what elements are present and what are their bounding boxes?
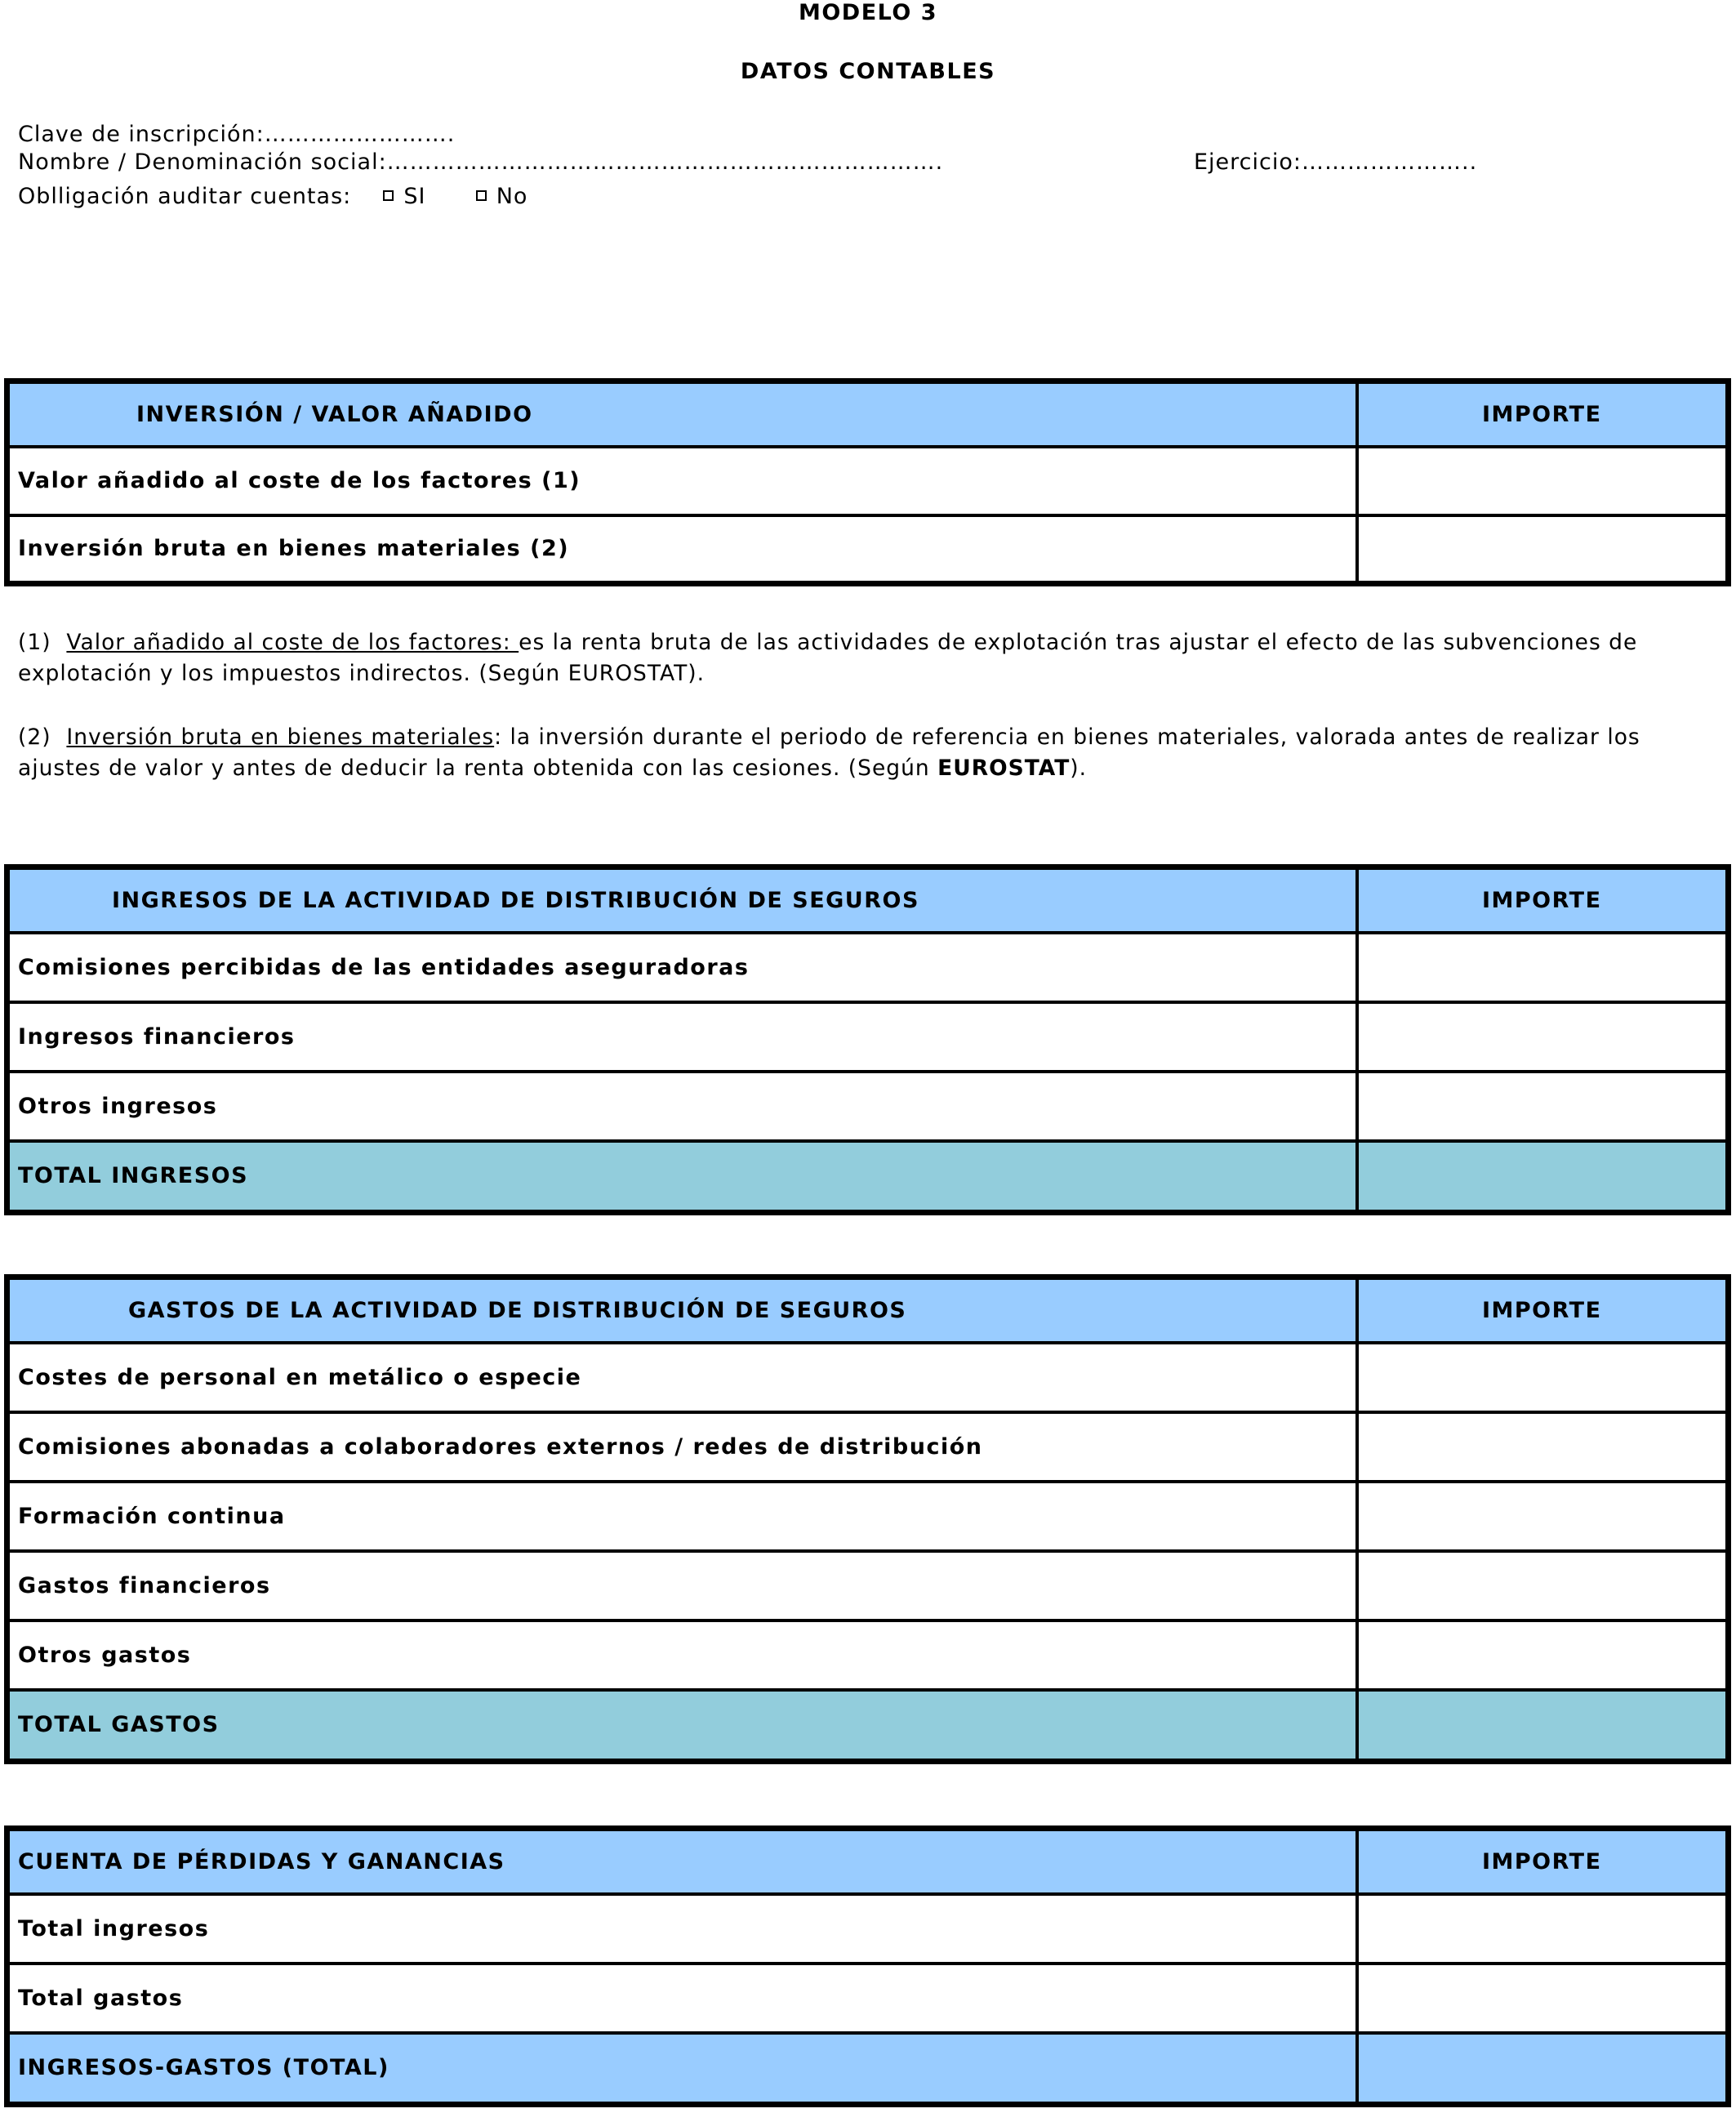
- inversion-amount-input[interactable]: [1357, 515, 1729, 584]
- note-2: [18, 722, 1700, 784]
- note-1: [18, 627, 1700, 689]
- ingresos-total-input[interactable]: [1357, 1141, 1729, 1213]
- pyg-table: [4, 1825, 1731, 2107]
- auditar-row: [18, 181, 527, 212]
- gastos-row-label: Otros gastos: [7, 1620, 1357, 1690]
- ingresos-amount-input[interactable]: [1357, 933, 1729, 1002]
- note-1-term: Valor añadido al coste de los factores:: [66, 630, 519, 655]
- pyg-title: CUENTA DE PÉRDIDAS Y GANANCIAS: [7, 1829, 1357, 1894]
- gastos-amount-input[interactable]: [1357, 1343, 1729, 1412]
- si-checkbox[interactable]: [383, 190, 394, 201]
- inversion-row-label: Inversión bruta en bienes materiales (2): [7, 515, 1357, 584]
- inversion-importe-header: IMPORTE: [1357, 381, 1729, 447]
- ingresos-total-label: TOTAL INGRESOS: [7, 1141, 1357, 1213]
- auditar-label: Oblligación auditar cuentas:: [18, 184, 352, 209]
- note-2-end: ).: [1070, 756, 1088, 781]
- model-title: MODELO 3: [798, 0, 938, 25]
- ejercicio-field[interactable]: Ejercicio:…………………..: [1194, 149, 1478, 175]
- ingresos-title: INGRESOS DE LA ACTIVIDAD DE DISTRIBUCIÓN DE SEGUROS: [7, 867, 1357, 933]
- gastos-amount-input[interactable]: [1357, 1620, 1729, 1690]
- note-2-text: : la inversión durante el periodo de referencia en bienes materiales, valorada antes de realizar los ajustes de valor y antes de deducir la renta obtenida con las cesiones. (Según: [18, 724, 1640, 781]
- ingresos-table: [4, 864, 1731, 1215]
- si-label: SI: [403, 184, 426, 209]
- ingresos-importe-header: IMPORTE: [1357, 867, 1729, 933]
- gastos-table: [4, 1274, 1731, 1764]
- gastos-row-label: Comisiones abonadas a colaboradores externos / redes de distribución: [7, 1412, 1357, 1482]
- ingresos-row-label: Ingresos financieros: [7, 1002, 1357, 1072]
- inversion-table: [4, 378, 1731, 586]
- gastos-amount-input[interactable]: [1357, 1412, 1729, 1482]
- gastos-amount-input[interactable]: [1357, 1551, 1729, 1620]
- page-title: DATOS CONTABLES: [740, 59, 996, 84]
- pyg-total-input[interactable]: [1357, 2033, 1729, 2105]
- ingresos-amount-input[interactable]: [1357, 1072, 1729, 1141]
- gastos-importe-header: IMPORTE: [1357, 1277, 1729, 1343]
- ingresos-amount-input[interactable]: [1357, 1002, 1729, 1072]
- inversion-title: INVERSIÓN / VALOR AÑADIDO: [7, 381, 1357, 447]
- note-2-term: Inversión bruta en bienes materiales: [66, 724, 495, 750]
- note-2-number: (2): [18, 724, 51, 750]
- clave-field[interactable]: Clave de inscripción:…………………….: [18, 122, 456, 147]
- no-label: No: [496, 184, 528, 209]
- pyg-row-label: Total gastos: [7, 1964, 1357, 2033]
- inversion-amount-input[interactable]: [1357, 447, 1729, 515]
- gastos-row-label: Gastos financieros: [7, 1551, 1357, 1620]
- gastos-total-input[interactable]: [1357, 1690, 1729, 1762]
- pyg-amount-input[interactable]: [1357, 1894, 1729, 1964]
- note-2-bold: EUROSTAT: [937, 756, 1071, 781]
- note-1-number: (1): [18, 630, 51, 655]
- pyg-row-label: Total ingresos: [7, 1894, 1357, 1964]
- note-1-text: es la renta bruta de las actividades de explotación tras ajustar el efecto de las subvenciones de explotación y los impuestos indirectos. (Según EUROSTAT).: [18, 630, 1638, 686]
- pyg-importe-header: IMPORTE: [1357, 1829, 1729, 1894]
- inversion-row-label: Valor añadido al coste de los factores (1): [7, 447, 1357, 515]
- nombre-field[interactable]: Nombre / Denominación social:……………………………………………………………….: [18, 149, 944, 175]
- gastos-title: GASTOS DE LA ACTIVIDAD DE DISTRIBUCIÓN DE SEGUROS: [7, 1277, 1357, 1343]
- gastos-total-label: TOTAL GASTOS: [7, 1690, 1357, 1762]
- ingresos-row-label: Comisiones percibidas de las entidades aseguradoras: [7, 933, 1357, 1002]
- pyg-total-label: INGRESOS-GASTOS (TOTAL): [7, 2033, 1357, 2105]
- gastos-row-label: Costes de personal en metálico o especie: [7, 1343, 1357, 1412]
- ingresos-row-label: Otros ingresos: [7, 1072, 1357, 1141]
- gastos-amount-input[interactable]: [1357, 1482, 1729, 1551]
- gastos-row-label: Formación continua: [7, 1482, 1357, 1551]
- pyg-amount-input[interactable]: [1357, 1964, 1729, 2033]
- no-checkbox[interactable]: [476, 190, 487, 201]
